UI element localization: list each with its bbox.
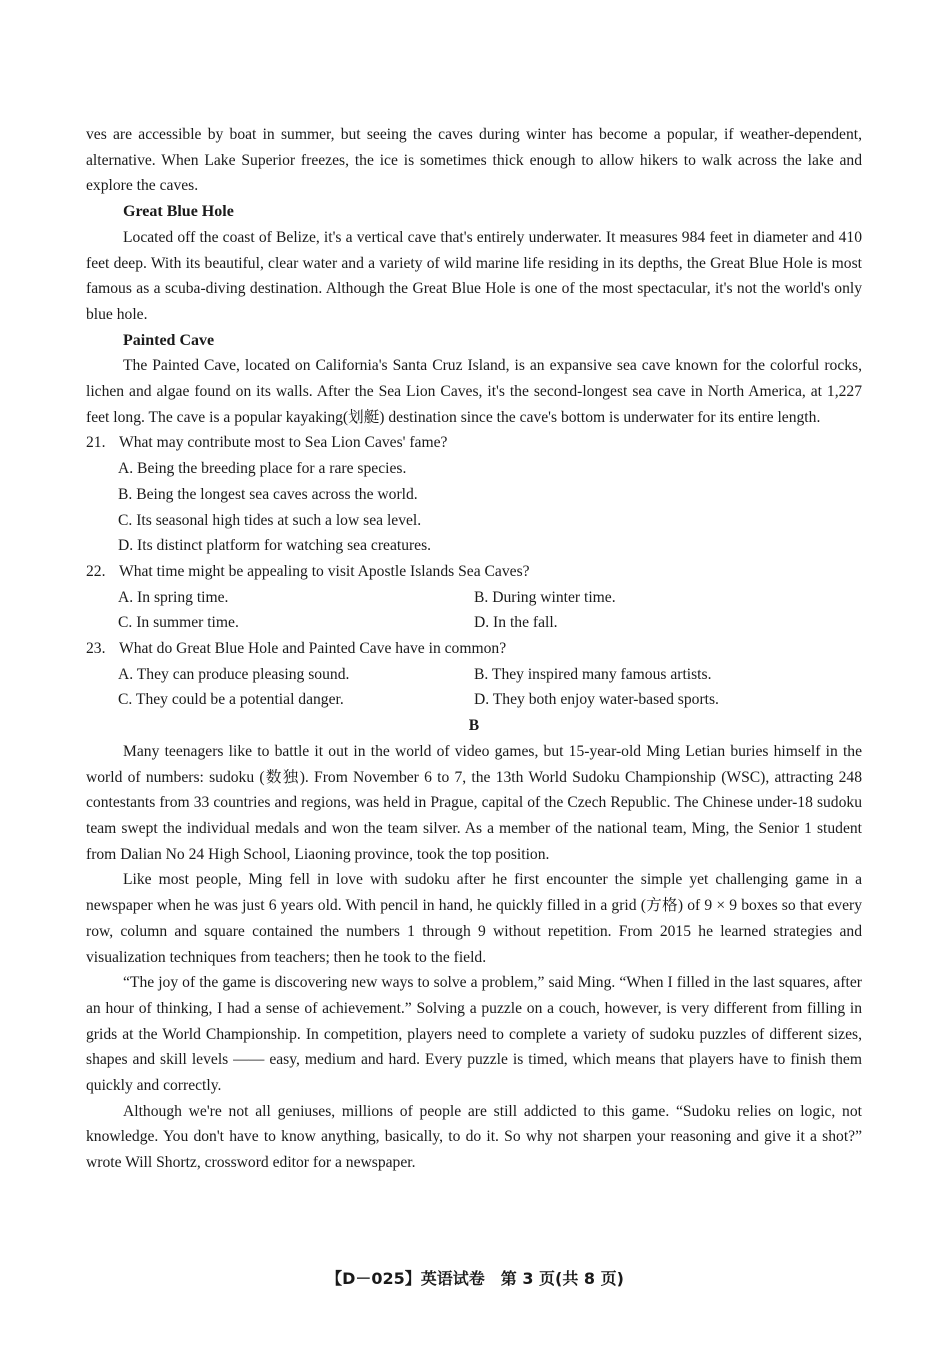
option-21-c: C. Its seasonal high tides at such a low sea level. [118,511,422,529]
option-22-b: B. During winter time. [474,588,616,606]
option-23-b: B. They inspired many famous artists. [474,665,712,683]
options-22-row-2 [86,610,862,636]
options-22-row-1 [86,585,862,611]
option-21-d: D. Its distinct platform for watching sea creatures. [118,537,432,555]
question-number: 21. [86,434,106,452]
option-21-b: B. Being the longest sea caves across the world. [118,485,418,503]
option-21-a: A. Being the breeding place for a rare species. [118,460,407,478]
question-number: 23. [86,640,106,658]
option-22-d: D. In the fall. [474,614,558,632]
section-b-paragraph-4: Although we're not all geniuses, millions of people are still addicted to this game. “Sudoku relies on logic, not knowledge. You don't have to know anything, basically, to do it. So why not sharpen your reasoning and give it a shot?” wrote Will Shortz, crossword editor for a newspaper. [86,1102,862,1172]
section-b-paragraph-1: Many teenagers like to battle it out in the world of video games, but 15-year-old Ming Letian buries himself in the world of numbers: sudoku (数独). From November 6 to 7, the 13th World Sudoku Championship (WSC), attracting 248 contestants from 33 countries and regions, was held in Prague, capital of the Czech Republic. The Chinese under-18 sudoku team swept the individual medals and won the team silver. As a member of the national team, Ming, the Senior 1 student from Dalian No 24 High School, Liaoning province, took the top position. [86,742,862,863]
option-23-c: C. They could be a potential danger. [118,691,344,709]
painted-cave-heading: Painted Cave [123,331,215,349]
question-stem: What may contribute most to Sea Lion Caves' fame? [119,434,448,452]
great-blue-hole-heading: Great Blue Hole [123,203,234,221]
option-23-d: D. They both enjoy water-based sports. [474,691,719,709]
section-b-paragraph-2: Like most people, Ming fell in love with sudoku after he first encounter the simple yet challenging game in a newspaper when he was just 6 years old. With pencil in hand, he quickly filled in a grid (方格) of 9 × 9 boxes so that every row, column and square contained the numbers 1 through 9 without repetition. From 2015 he learned strategies and visualization techniques from teachers; then he took to the field. [86,871,862,966]
option-23-a: A. They can produce pleasing sound. [118,665,350,683]
question-stem: What do Great Blue Hole and Painted Cave have in common? [119,640,507,658]
question-number: 22. [86,562,106,580]
options-23-row-2 [86,687,862,713]
question-stem: What time might be appealing to visit Apostle Islands Sea Caves? [119,562,530,580]
section-b-label: B [468,717,480,735]
great-blue-hole-paragraph: Located off the coast of Belize, it's a vertical cave that's entirely underwater. It measures 984 feet in diameter and 410 feet deep. With its beautiful, clear water and a variety of wild marine life residing in its depths, the Great Blue Hole is most famous as a scuba-diving destination. Although the Great Blue Hole is one of the most spectacular, it's not the world's only blue hole. [86,228,862,323]
section-b-paragraph-3: “The joy of the game is discovering new ways to solve a problem,” said Ming. “When I filled in the last squares, after an hour of thinking, I had a sense of achievement.” Solving a puzzle on a couch, however, is very different from filling in grids at the World Championship. In competition, players need to complete a variety of sudoku puzzles of different sizes, shapes and skill levels —— easy, medium and hard. Every puzzle is timed, which means that players have to finish them quickly and correctly. [86,974,862,1095]
question-23 [86,636,862,662]
question-22 [86,559,862,585]
option-22-a: A. In spring time. [118,588,229,606]
painted-cave-paragraph: The Painted Cave, located on California's Santa Cruz Island, is an expansive sea cave known for the colorful rocks, lichen and algae found on its walls. After the Sea Lion Caves, it's the second-longest sea cave in North America, at 1,227 feet long. The cave is a popular kayaking(划艇) destination since the cave's bottom is underwater for its entire length. [86,357,862,426]
question-21 [86,430,862,456]
option-22-c: C. In summer time. [118,614,239,632]
page-footer: 【D－025】英语试卷 第 3 页(共 8 页) [326,1269,624,1288]
options-23-row-1 [86,662,862,688]
caves-intro-continuation: ves are accessible by boat in summer, but seeing the caves during winter has become a popular, if weather-dependent, alternative. When Lake Superior freezes, the ice is sometimes thick enough to allow hikers to walk across the lake and explore the caves. [86,126,862,195]
